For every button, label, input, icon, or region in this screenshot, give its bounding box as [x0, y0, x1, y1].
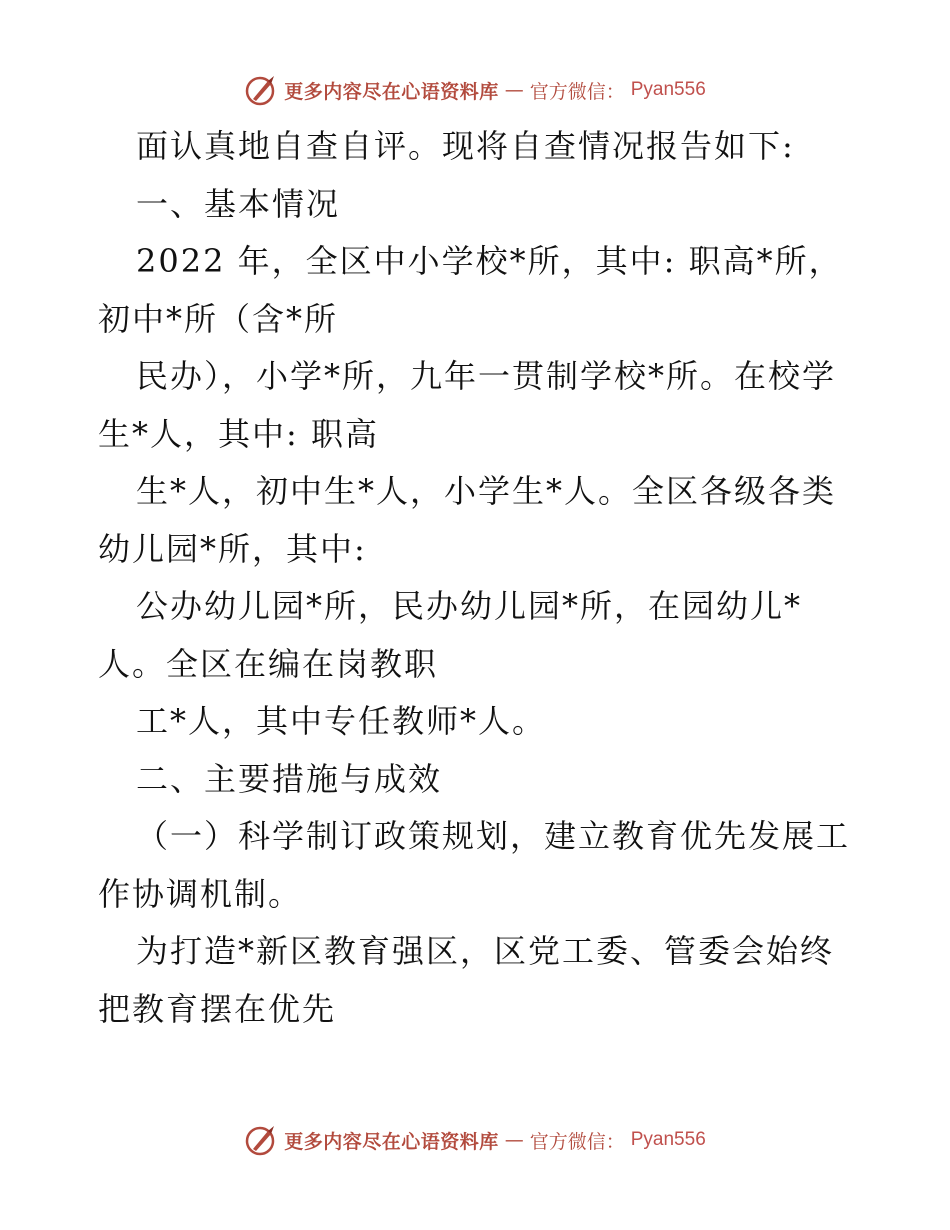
quill-logo-icon	[244, 1123, 278, 1157]
header-watermark-banner	[0, 70, 950, 110]
text-line: 把教育摆在优先	[98, 989, 337, 1028]
text-line: 工*人，其中专任教师*人。	[136, 702, 547, 740]
wechat-label: 官方微信：	[529, 80, 625, 103]
text-line: 幼儿园*所，其中:	[98, 529, 367, 568]
text-line: 生*人，初中生*人，小学生*人。全区各级各类	[136, 472, 837, 510]
text-line: 2022 年，全区中小学校*所，其中: 职高*所，	[136, 242, 843, 280]
wechat-id: Pyan556	[630, 1129, 706, 1150]
footer-watermark-banner	[0, 1120, 950, 1160]
text-line: 初中*所（含*所	[98, 299, 339, 338]
text-line: 作协调机制。	[98, 874, 303, 913]
watermark-text: 更多内容尽在心语资料库	[284, 80, 499, 103]
subsection-heading: （一）科学制订政策规划，建立教育优先发展工	[136, 817, 851, 855]
watermark-text: 更多内容尽在心语资料库	[284, 1130, 499, 1153]
text-line: 民办），小学*所，九年一贯制学校*所。在校学	[136, 357, 837, 395]
text-line: 为打造*新区教育强区，区党工委、管委会始终	[136, 932, 835, 970]
document-body	[98, 118, 858, 1038]
text-line: 生*人，其中: 职高	[98, 414, 379, 453]
section-heading: 二、主要措施与成效	[136, 759, 443, 798]
section-heading: 一、基本情况	[136, 184, 341, 223]
text-line: 人。全区在编在岗教职	[98, 644, 439, 683]
wechat-id: Pyan556	[630, 79, 706, 100]
text-line: 面认真地自查自评。现将自查情况报告如下:	[136, 127, 795, 165]
text-line: 公办幼儿园*所，民办幼儿园*所，在园幼儿*	[136, 587, 803, 625]
watermark-separator: —	[504, 1129, 524, 1151]
wechat-label: 官方微信：	[529, 1130, 625, 1153]
quill-logo-icon	[244, 73, 278, 107]
watermark-separator: —	[504, 79, 524, 101]
